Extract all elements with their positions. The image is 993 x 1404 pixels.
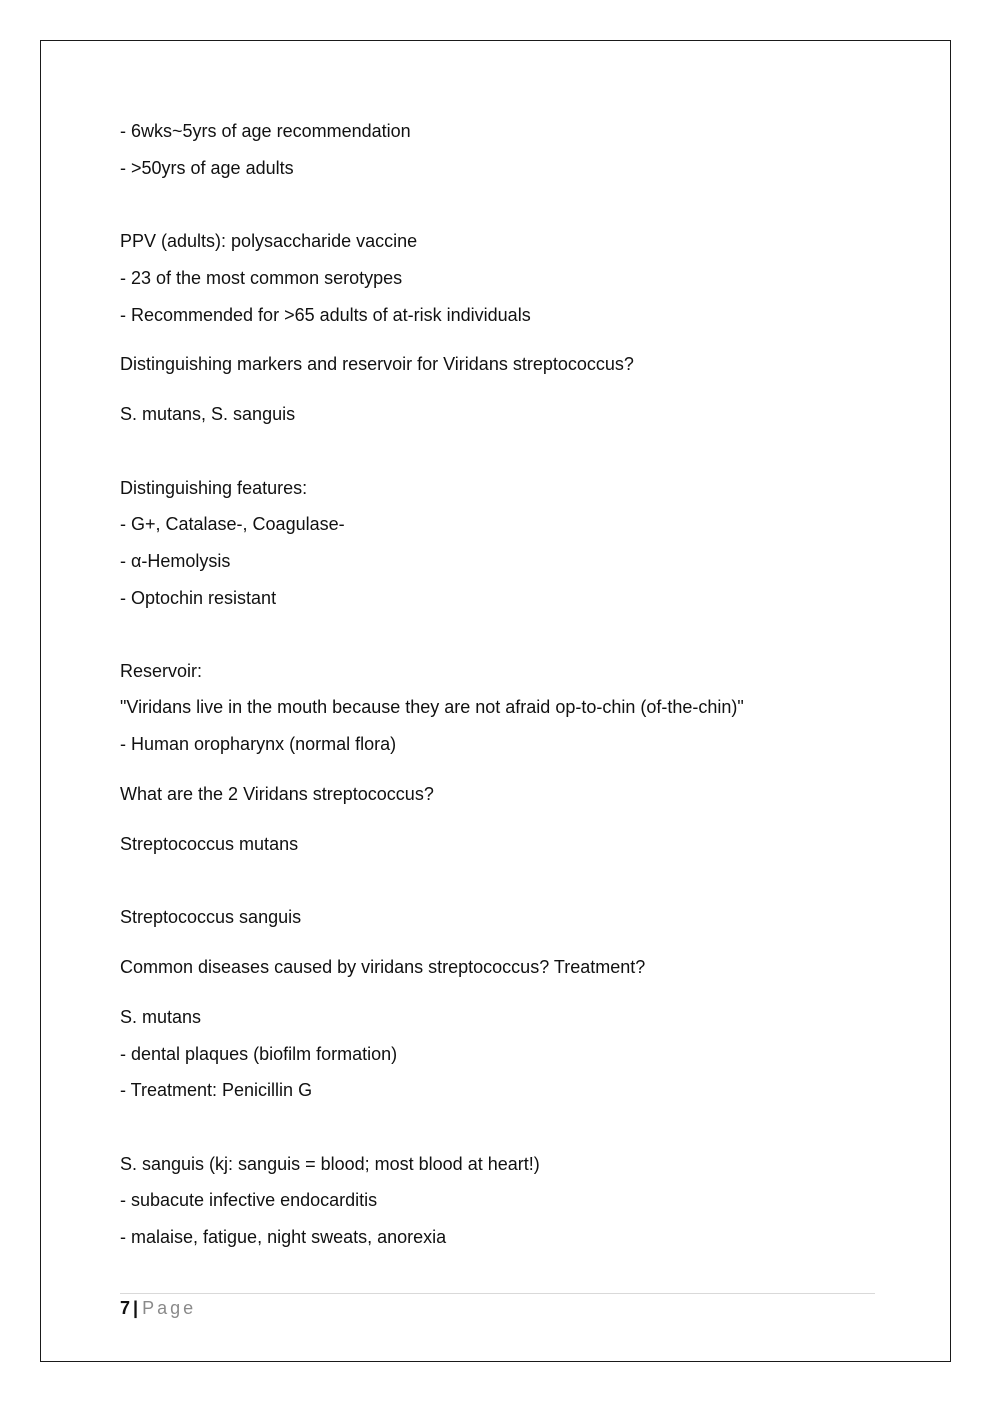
text-line: - Treatment: Penicillin G [120,1080,313,1100]
footer-divider [120,1293,875,1294]
text-line: - Human oropharynx (normal flora) [120,734,397,754]
page-footer [120,1297,196,1319]
text-line: - 6wks~5yrs of age recommendation [120,121,411,141]
text-line: - malaise, fatigue, night sweats, anorexia [120,1227,447,1247]
text-line: - dental plaques (biofilm formation) [120,1044,398,1064]
text-line: - G+, Catalase-, Coagulase- [120,514,345,534]
question-line: Distinguishing markers and reservoir for Viridans streptococcus? [120,354,634,374]
text-line: Streptococcus mutans [120,834,299,854]
text-line: Reservoir: [120,661,203,681]
question-line: Common diseases caused by viridans streptococcus? Treatment? [120,957,646,977]
page-label: Page [142,1298,197,1318]
text-line: S. mutans, S. sanguis [120,404,296,424]
text-line: - >50yrs of age adults [120,158,294,178]
text-line: - α-Hemolysis [120,551,231,571]
text-line: PPV (adults): polysaccharide vaccine [120,231,418,251]
text-line: "Viridans live in the mouth because they are not afraid op-to-chin (of-the-chin)" [120,697,744,717]
text-line: S. mutans [120,1007,202,1027]
footer-separator: | [133,1298,139,1318]
text-line: - subacute infective endocarditis [120,1190,378,1210]
text-line: - Recommended for >65 adults of at-risk individuals [120,305,531,325]
text-line: Streptococcus sanguis [120,907,302,927]
page-number: 7 [120,1298,131,1318]
text-line: - 23 of the most common serotypes [120,268,403,288]
question-line: What are the 2 Viridans streptococcus? [120,784,434,804]
text-line: - Optochin resistant [120,588,277,608]
text-line: Distinguishing features: [120,478,308,498]
text-line: S. sanguis (kj: sanguis = blood; most blood at heart!) [120,1154,540,1174]
